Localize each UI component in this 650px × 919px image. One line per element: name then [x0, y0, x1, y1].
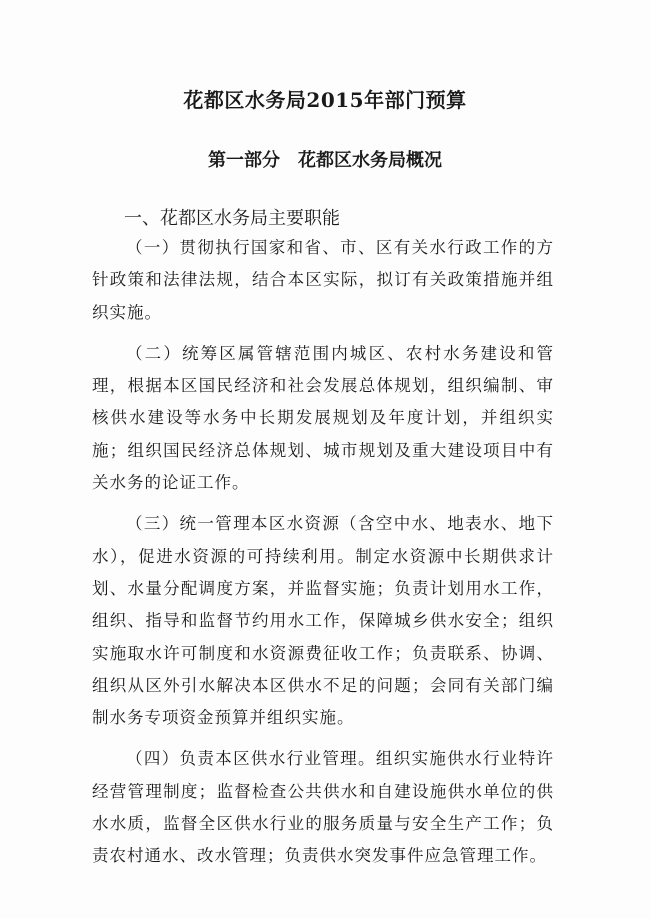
paragraph-2: （二）统筹区属管辖范围内城区、农村水务建设和管理，根据本区国民经济和社会发展总体规划，组织编制、审核供水建设等水务中长期发展规划及年度计划，并组织实施；组织国民经济总体规划、城市规划及重大建设项目中有关水务的论证工作。	[92, 343, 554, 493]
paragraph-1: （一）贯彻执行国家和省、市、区有关水行政工作的方针政策和法律法规，结合本区实际，拟订有关政策措施并组织实施。	[92, 238, 554, 322]
part-title	[0, 146, 650, 172]
paragraph-3: （三）统一管理本区水资源（含空中水、地表水、地下水），促进水资源的可持续利用。制定水资源中长期供求计划、水量分配调度方案，并监督实施；负责计划用水工作，组织、指导和监督节约用水工作，保障城乡供水安全；组织实施取水许可制度和水资源费征收工作；负责联系、协调、组织从区外引水解决本区供水不足的问题；会同有关部门编制水务专项资金预算并组织实施。	[92, 514, 554, 728]
part-label: 第一部分	[208, 150, 280, 171]
document-body	[92, 232, 554, 873]
part-name: 花都区水务局概况	[298, 150, 442, 171]
section-heading: 一、花都区水务局主要职能	[124, 208, 340, 229]
paragraph-4: （四）负责本区供水行业管理。组织实施供水行业特许经营管理制度；监督检查公共供水和自建设施供水单位的供水水质，监督全区供水行业的服务质量与安全生产工作；负责农村通水、改水管理；负责供水突发事件应急管理工作。	[92, 749, 554, 866]
document-title: 花都区水务局2015年部门预算	[183, 88, 467, 112]
